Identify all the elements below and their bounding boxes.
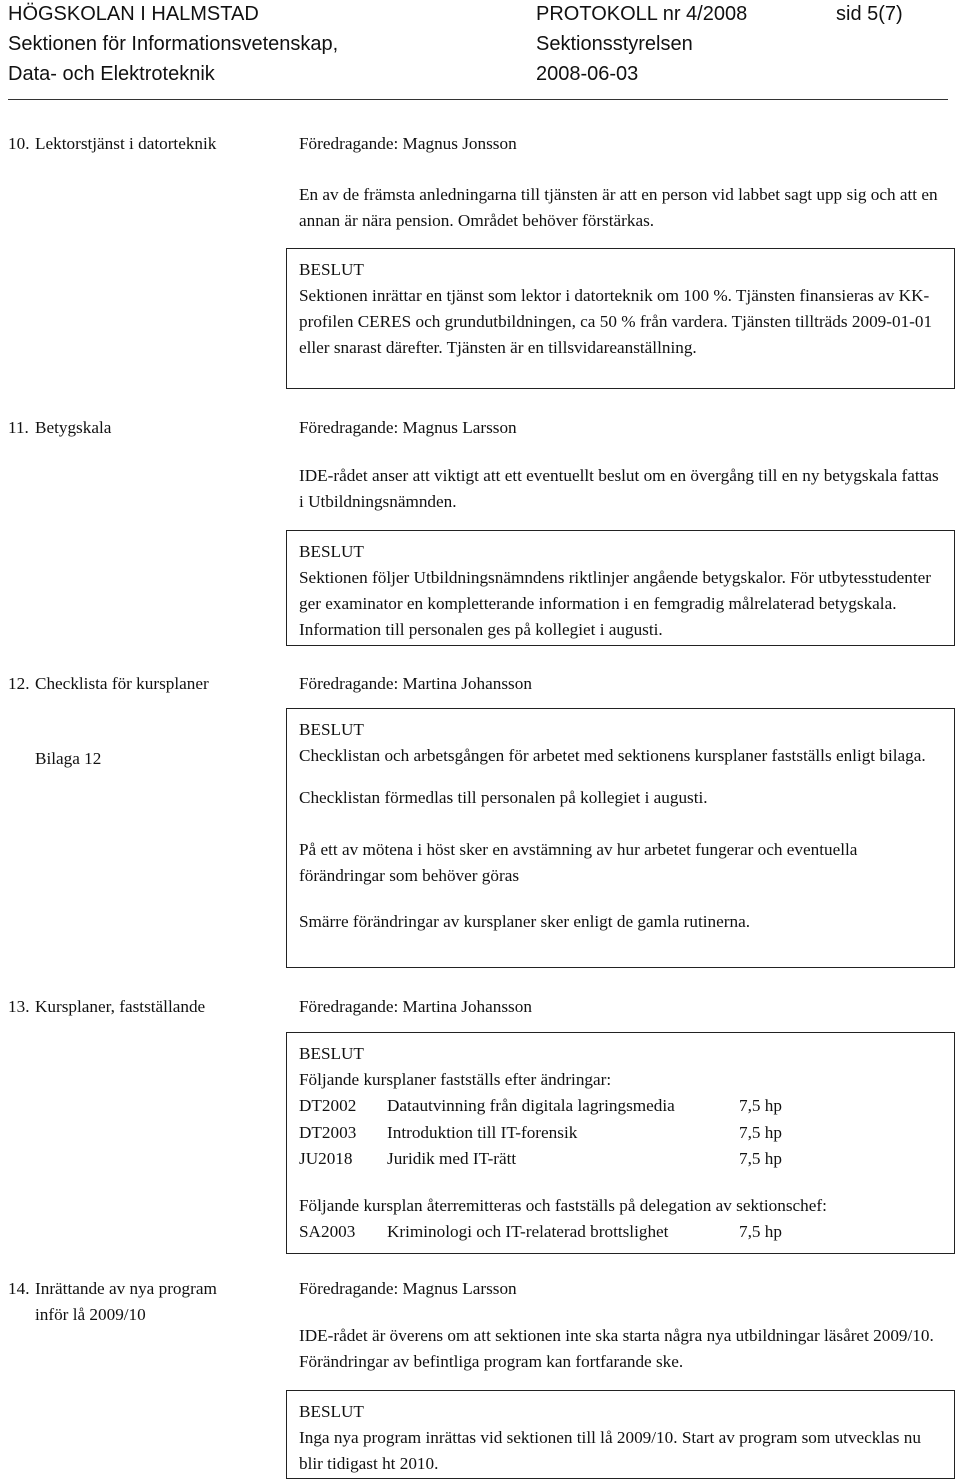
decision-box xyxy=(286,1390,955,1479)
decision-text: Inga nya program inrättas vid sektionen till lå 2009/10. Start av program som utvecklas nu blir tidigast ht 2010. xyxy=(299,1428,921,1473)
decision-text: Checklistan och arbetsgången för arbetet med sektionens kursplaner fastställs enligt bilaga. xyxy=(299,746,926,765)
course-credits: 7,5 hp xyxy=(739,1096,782,1115)
decision-box xyxy=(286,708,955,968)
course-name: Kriminologi och IT-relaterad brottslighet xyxy=(387,1221,669,1241)
table-row xyxy=(299,1120,782,1147)
decision-intro: Följande kursplan återremitteras och fastställs på delegation av sektionschef: xyxy=(299,1195,827,1215)
meeting-date: 2008-06-03 xyxy=(536,63,639,85)
course-code: SA2003 xyxy=(299,1221,356,1241)
school-name: HÖGSKOLAN I HALMSTAD xyxy=(8,3,259,25)
item-presenter: Föredragande: Magnus Jonsson xyxy=(299,134,517,153)
attachment-label: Bilaga 12 xyxy=(35,749,102,768)
course-name: Juridik med IT-rätt xyxy=(387,1149,517,1168)
item-presenter: Föredragande: Magnus Larsson xyxy=(299,1279,517,1298)
item-text: En av de främsta anledningarna till tjänsten är att en person vid labbet sagt upp sig och att en annan är nära pension. Området behöver förstärkas. xyxy=(299,185,938,230)
item-presenter: Föredragande: Martina Johansson xyxy=(299,997,532,1016)
decision-text: Sektionen följer Utbildningsnämndens riktlinjer angående betygskalor. För utbytesstudenter ger examinator en kompletterande information i en femgradig målrelaterad betygskala. Information till personalen ges på kollegiet i augusti. xyxy=(299,568,931,639)
decision-paragraph: Checklistan förmedlas till personalen på kollegiet i augusti. xyxy=(299,788,708,807)
decision-intro: Följande kursplaner fastställs efter ändringar: xyxy=(299,1070,612,1089)
item-title: Betygskala xyxy=(35,418,112,437)
table-row xyxy=(299,1093,782,1120)
decision-label: BESLUT xyxy=(299,720,364,739)
course-code: JU2018 xyxy=(299,1149,353,1168)
table-row xyxy=(299,1146,782,1173)
item-title: Checklista för kursplaner xyxy=(35,674,209,693)
course-code: DT2002 xyxy=(299,1096,357,1115)
decision-label: BESLUT xyxy=(299,1044,364,1063)
decision-paragraph: På ett av mötena i höst sker en avstämning av hur arbetet fungerar och eventuella förändringar som behöver göras xyxy=(299,840,858,885)
course-table xyxy=(299,1219,782,1246)
decision-label: BESLUT xyxy=(299,1402,364,1421)
course-table xyxy=(299,1093,782,1173)
course-name: Introduktion till IT-forensik xyxy=(387,1122,578,1142)
department-name: Data- och Elektroteknik xyxy=(8,63,215,85)
decision-paragraph: Smärre förändringar av kursplaner sker enligt de gamla rutinerna. xyxy=(299,912,750,931)
page-number: sid 5(7) xyxy=(836,3,903,25)
item-title: Lektorstjänst i datorteknik xyxy=(35,134,217,153)
section-name: Sektionen för Informationsvetenskap, xyxy=(8,33,339,55)
item-number: 12. xyxy=(8,674,30,693)
protocol-number: PROTOKOLL nr 4/2008 xyxy=(536,3,748,25)
course-code: DT2003 xyxy=(299,1122,357,1142)
course-credits: 7,5 hp xyxy=(739,1122,782,1142)
decision-text: Sektionen inrättar en tjänst som lektor i datorteknik om 100 %. Tjänsten finansieras av KK-profilen CERES och grundutbildningen, ca 50 % från vardera. Tjänsten tillträds 2009-01-01 eller snarast därefter. Tjänsten är en tillsvidareanställning. xyxy=(299,286,933,357)
course-credits: 7,5 hp xyxy=(739,1149,782,1168)
item-number: 11. xyxy=(8,418,29,437)
item-number: 10. xyxy=(8,134,30,153)
item-number: 14. xyxy=(8,1279,30,1298)
item-number: 13. xyxy=(8,997,30,1016)
header-divider xyxy=(8,99,948,100)
course-credits: 7,5 hp xyxy=(739,1221,782,1241)
decision-box xyxy=(286,248,955,389)
table-row xyxy=(299,1219,782,1246)
decision-label: BESLUT xyxy=(299,542,364,561)
item-title: Inrättande av nya program xyxy=(35,1279,217,1298)
item-presenter: Föredragande: Magnus Larsson xyxy=(299,418,517,437)
item-presenter: Föredragande: Martina Johansson xyxy=(299,674,532,693)
item-title-continued: inför lå 2009/10 xyxy=(35,1305,146,1324)
item-text: IDE-rådet är överens om att sektionen inte ska starta några nya utbildningar läsåret 2009/10. Förändringar av befintliga program kan fortfarande ske. xyxy=(299,1326,934,1371)
decision-box xyxy=(286,530,955,646)
decision-label: BESLUT xyxy=(299,260,364,279)
item-title: Kursplaner, fastställande xyxy=(35,997,206,1016)
decision-box xyxy=(286,1032,955,1254)
item-text: IDE-rådet anser att viktigt att ett eventuellt beslut om en övergång till en ny betygskala fattas i Utbildningsnämnden. xyxy=(299,466,939,511)
board-name: Sektionsstyrelsen xyxy=(536,33,693,55)
course-name: Datautvinning från digitala lagringsmedia xyxy=(387,1096,675,1115)
